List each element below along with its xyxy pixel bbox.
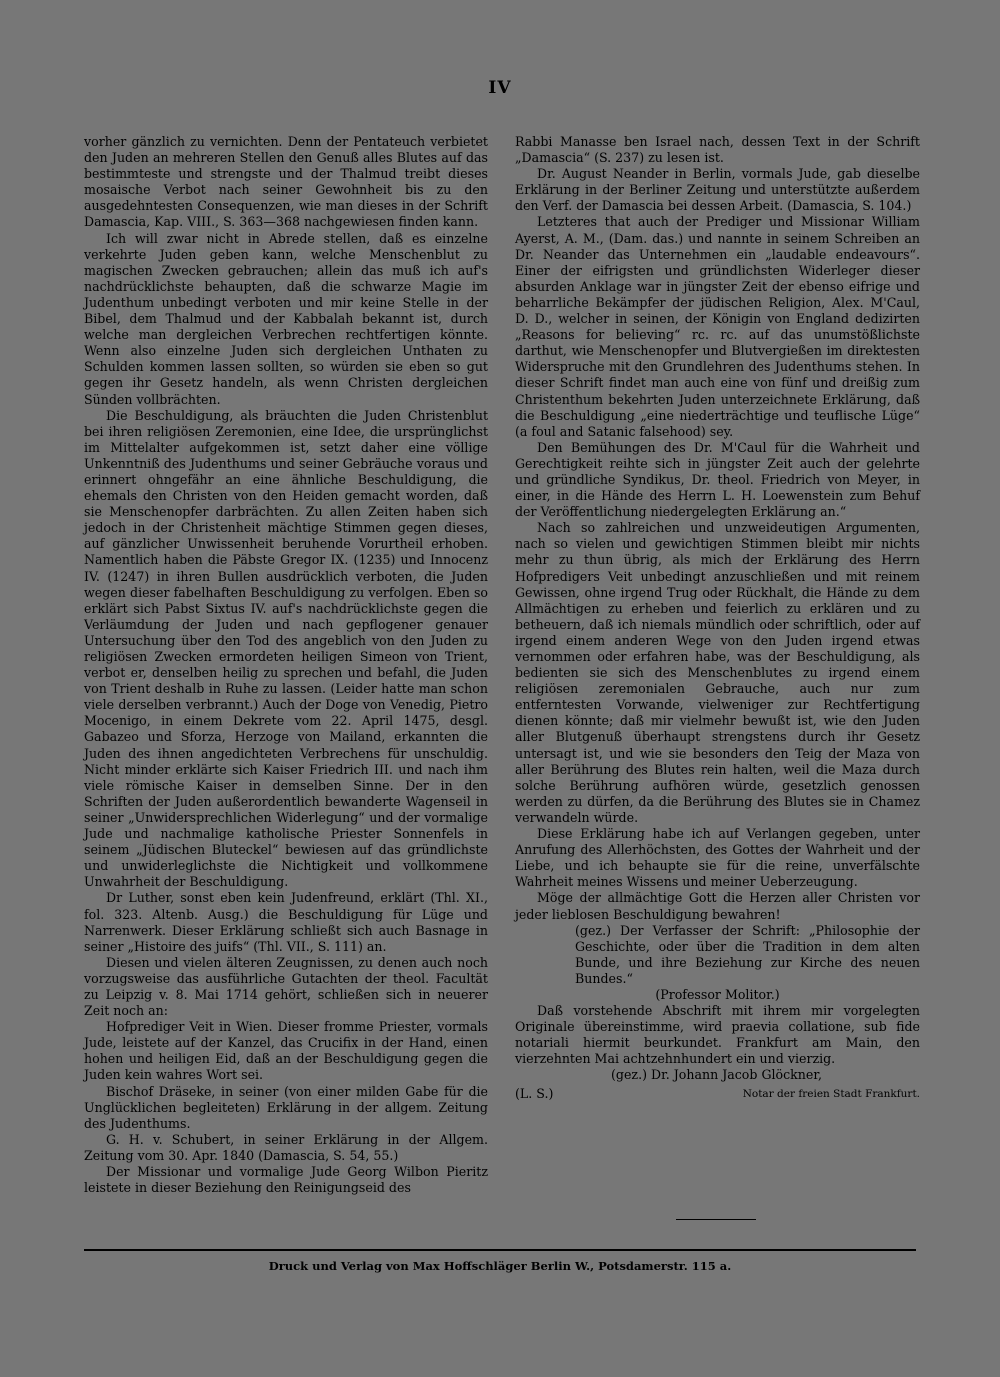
notary-title: Notar der freien Stadt Frankfurt. xyxy=(742,1087,920,1100)
paragraph: Der Missionar und vormalige Jude Georg Wilbon Pieritz leistete in dieser Beziehung den Reinigungseid des xyxy=(84,1164,488,1196)
author-signature: (gez.) Der Verfasser der Schrift: „Philosophie der Geschichte, oder über die Tradition in dem alten Bunde, und ihre Beziehung zur Kirche des neuen Bundes.“ xyxy=(575,922,920,986)
paragraph: Letzteres that auch der Prediger und Missionar William Ayerst, A. M., (Dam. das.) und nannte in seinem Schreiben an Dr. Neander das Unternehmen ein „laudable endeavours“. Einer der eifrigsten und gründlichsten Widerleger dieser absurden Anklage war in jüngster Zeit der ebenso eifrige und beharrliche Bekämpfer der jüdischen Religion, Alex. M'Caul, D. D., welcher in seinen, der Königin von England dedizirten „Reasons for believing“ rc. rc. auf das unumstößlichste darthut, wie Menschenopfer und Blutvergießen im direktesten Widerspruche mit den Grundlehren des Judenthums stehen. In dieser Schrift findet man auch eine von fünf und dreißig zum Christenthum bekehrten Juden unterzeichnete Erklärung, daß die Beschuldigung „eine niederträchtige und teuflische Lüge“ (a foul and Satanic falsehood) sey. xyxy=(515,214,920,439)
paragraph: Diese Erklärung habe ich auf Verlangen gegeben, unter Anrufung des Allerhöchsten, des Gottes der Wahrheit und der Liebe, und ich behaupte sie für die reine, unverfälschte Wahrheit meines Wissens und meiner Ueberzeugung. xyxy=(515,826,920,890)
notary-paragraph: Daß vorstehende Abschrift mit ihrem mir vorgelegten Originale übereinstimme, wird praevia collatione, sub fide notariali hiermit beurkundet. Frankfurt am Main, den vierzehnten Mai achtzehnhundert ein und vierzig. xyxy=(515,1003,920,1067)
right-column xyxy=(515,134,920,1102)
paragraph: G. H. v. Schubert, in seiner Erklärung in der Allgem. Zeitung vom 30. Apr. 1840 (Damascia, S. 54, 55.) xyxy=(84,1131,488,1163)
paragraph: vorher gänzlich zu vernichten. Denn der Pentateuch verbietet den Juden an mehreren Stellen den Genuß alles Blutes auf das bestimmteste und strengste und der Thalmud treibt dieses mosaische Verbot nach seiner Gewohnheit bis zu den ausgedehntesten Consequenzen, wie man dieses in der Schrift Damascia, Kap. VIII., S. 363—368 nachgewiesen finden kann. xyxy=(84,134,488,230)
paragraph: Die Beschuldigung, als bräuchten die Juden Christenblut bei ihren religiösen Zeremonien, eine Idee, die ursprünglichst im Mittelalter aufgekommen ist, setzt daher eine völlige Unkenntniß des Judenthums und seiner Gebräuche voraus und erinnert ohngefähr an eine ähnliche Beschuldigung, die ehemals den Christen von den Heiden gemacht worden, daß sie Menschenopfer darbrächten. Zu allen Zeiten haben sich jedoch in der Christenheit mächtige Stimmen gegen dieses, auf gänzlicher Unwissenheit beruhende Vorurtheil erhoben. Namentlich haben die Päbste Gregor IX. (1235) und Innocenz IV. (1247) in ihren Bullen ausdrücklich verboten, die Juden wegen dieser fabelhaften Beschuldigung zu verfolgen. Eben so erklärt sich Pabst Sixtus IV. auf's nachdrücklichste gegen die Verläumdung der Juden und nach gepflogener genauer Untersuchung über den Tod des angeblich von den Juden zu religiösen Zwecken ermordeten heiligen Simeon von Trient, verbot er, denselben heilig zu sprechen und befahl, die Juden von Trient deshalb in Ruhe zu lassen. (Leider hatte man schon viele derselben verbrannt.) Auch der Doge von Venedig, Pietro Mocenigo, in einem Dekrete vom 22. April 1475, desgl. Gabazeo und Sforza, Herzoge von Mailand, erkannten die Juden des ihnen angedichteten Verbrechens für unschuldig. Nicht minder erklärte sich Kaiser Friedrich III. und nach ihm viele römische Kaiser in demselben Sinne. Der in den Schriften der Juden außerordentlich bewanderte Wagenseil in seiner „Unwidersprechlichen Widerlegung“ und der vormalige Jude und nachmalige katholische Priester Sonnenfels in seinem „Jüdischen Bluteckel“ bewiesen auf das gründlichste und unwiderleglichste die Nichtigkeit und vollkommene Unwahrheit der Beschuldigung. xyxy=(84,407,488,890)
paragraph: Nach so zahlreichen und unzweideutigen Argumenten, nach so vielen und gewichtigen Stimmen bleibt mir nichts mehr zu thun übrig, als mich der Erklärung des Herrn Hofpredigers Veit unbedingt anzuschließen und mit reinem Gewissen, ohne irgend Trug oder Rückhalt, die Hände zu dem Allmächtigen zu erheben und feierlich zu erklären und zu betheuern, daß ich niemals mündlich oder schriftlich, oder auf irgend einem anderen Wege von den Juden irgend etwas vernommen oder erfahren habe, was der Beschuldigung, als bedienten sie sich des Menschenblutes zu irgend einem religiösen zeremonialen Gebrauche, auch nur zum entferntesten Vorwande, vielweniger zur Rechtfertigung dienen könnte; daß mir vielmehr bewußt ist, wie den Juden aller Blutgenuß überhaupt strengstens durch ihr Gesetz untersagt ist, und wie sie besonders den Teig der Maza von aller Berührung des Blutes rein halten, weil die Maza durch solche Berührung aufhören würde, gesetzlich genossen werden zu dürfen, da die Berührung des Blutes sie in Chamez verwandeln würde. xyxy=(515,520,920,825)
notary-signature: (gez.) Dr. Johann Jacob Glöckner, xyxy=(611,1067,823,1083)
short-divider xyxy=(676,1219,756,1220)
paragraph: Dr Luther, sonst eben kein Judenfreund, erklärt (Thl. XI., fol. 323. Altenb. Ausg.) die Beschuldigung für Lüge und Narrenwerk. Dieser Erklärung schließt sich auch Basnage in seiner „Histoire des juifs“ (Thl. VII., S. 111) an. xyxy=(84,890,488,954)
paragraph: Den Bemühungen des Dr. M'Caul für die Wahrheit und Gerechtigkeit reihte sich in jüngster Zeit auch der gelehrte und gründliche Syndikus, Dr. theol. Friedrich von Meyer, in einer, in die Hände des Herrn L. H. Loewenstein zum Behuf der Veröffentlichung niedergelegten Erklärung an.“ xyxy=(515,439,920,520)
imprint: Druck und Verlag von Max Hoffschläger Berlin W., Potsdamerstr. 115 a. xyxy=(268,1259,732,1273)
seal: (L. S.) xyxy=(515,1085,554,1101)
paragraph: Rabbi Manasse ben Israel nach, dessen Text in der Schrift „Damascia“ (S. 237) zu lesen ist. xyxy=(515,134,920,166)
author-name: (Professor Molitor.) xyxy=(655,986,780,1002)
paragraph: Hofprediger Veit in Wien. Dieser fromme Priester, vormals Jude, leistete auf der Kanzel, das Crucifix in der Hand, einen hohen und heiligen Eid, daß an der Beschuldigung gegen die Juden kein wahres Wort sei. xyxy=(84,1019,488,1083)
paragraph: Bischof Dräseke, in seiner (von einer milden Gabe für die Unglücklichen begleiteten) Erklärung in der allgem. Zeitung des Judenthums. xyxy=(84,1083,488,1131)
footer-rule xyxy=(84,1249,916,1251)
left-column xyxy=(84,134,488,1196)
paragraph: Ich will zwar nicht in Abrede stellen, daß es einzelne verkehrte Juden geben kann, welche Menschenblut zu magischen Zwecken gebrauchen; allein das muß ich auf's nachdrücklichste behaupten, daß die schwarze Magie im Judenthum unbedingt verboten und mir keine Stelle in der Bibel, dem Thalmud und der Kabbalah bekannt ist, durch welche man dergleichen Verbrechen rechtfertigen könnte. Wenn also einzelne Juden sich dergleichen Unthaten zu Schulden kommen lassen sollten, so würden sie eben so gut gegen ihr Gesetz handeln, als wenn Christen dergleichen Sünden vollbrächten. xyxy=(84,230,488,407)
seal-row xyxy=(515,1086,920,1102)
page-number: IV xyxy=(488,78,512,98)
paragraph: Diesen und vielen älteren Zeugnissen, zu denen auch noch vorzugsweise das ausführliche Gutachten der theol. Facultät zu Leipzig v. 8. Mai 1714 gehört, schließen sich in neuerer Zeit noch an: xyxy=(84,954,488,1019)
paragraph: Möge der allmächtige Gott die Herzen aller Christen vor jeder lieblosen Beschuldigung bewahren! xyxy=(515,890,920,922)
paragraph: Dr. August Neander in Berlin, vormals Jude, gab dieselbe Erklärung in der Berliner Zeitung und unterstützte außerdem den Verf. der Damascia bei dessen Arbeit. (Damascia, S. 104.) xyxy=(515,166,920,214)
